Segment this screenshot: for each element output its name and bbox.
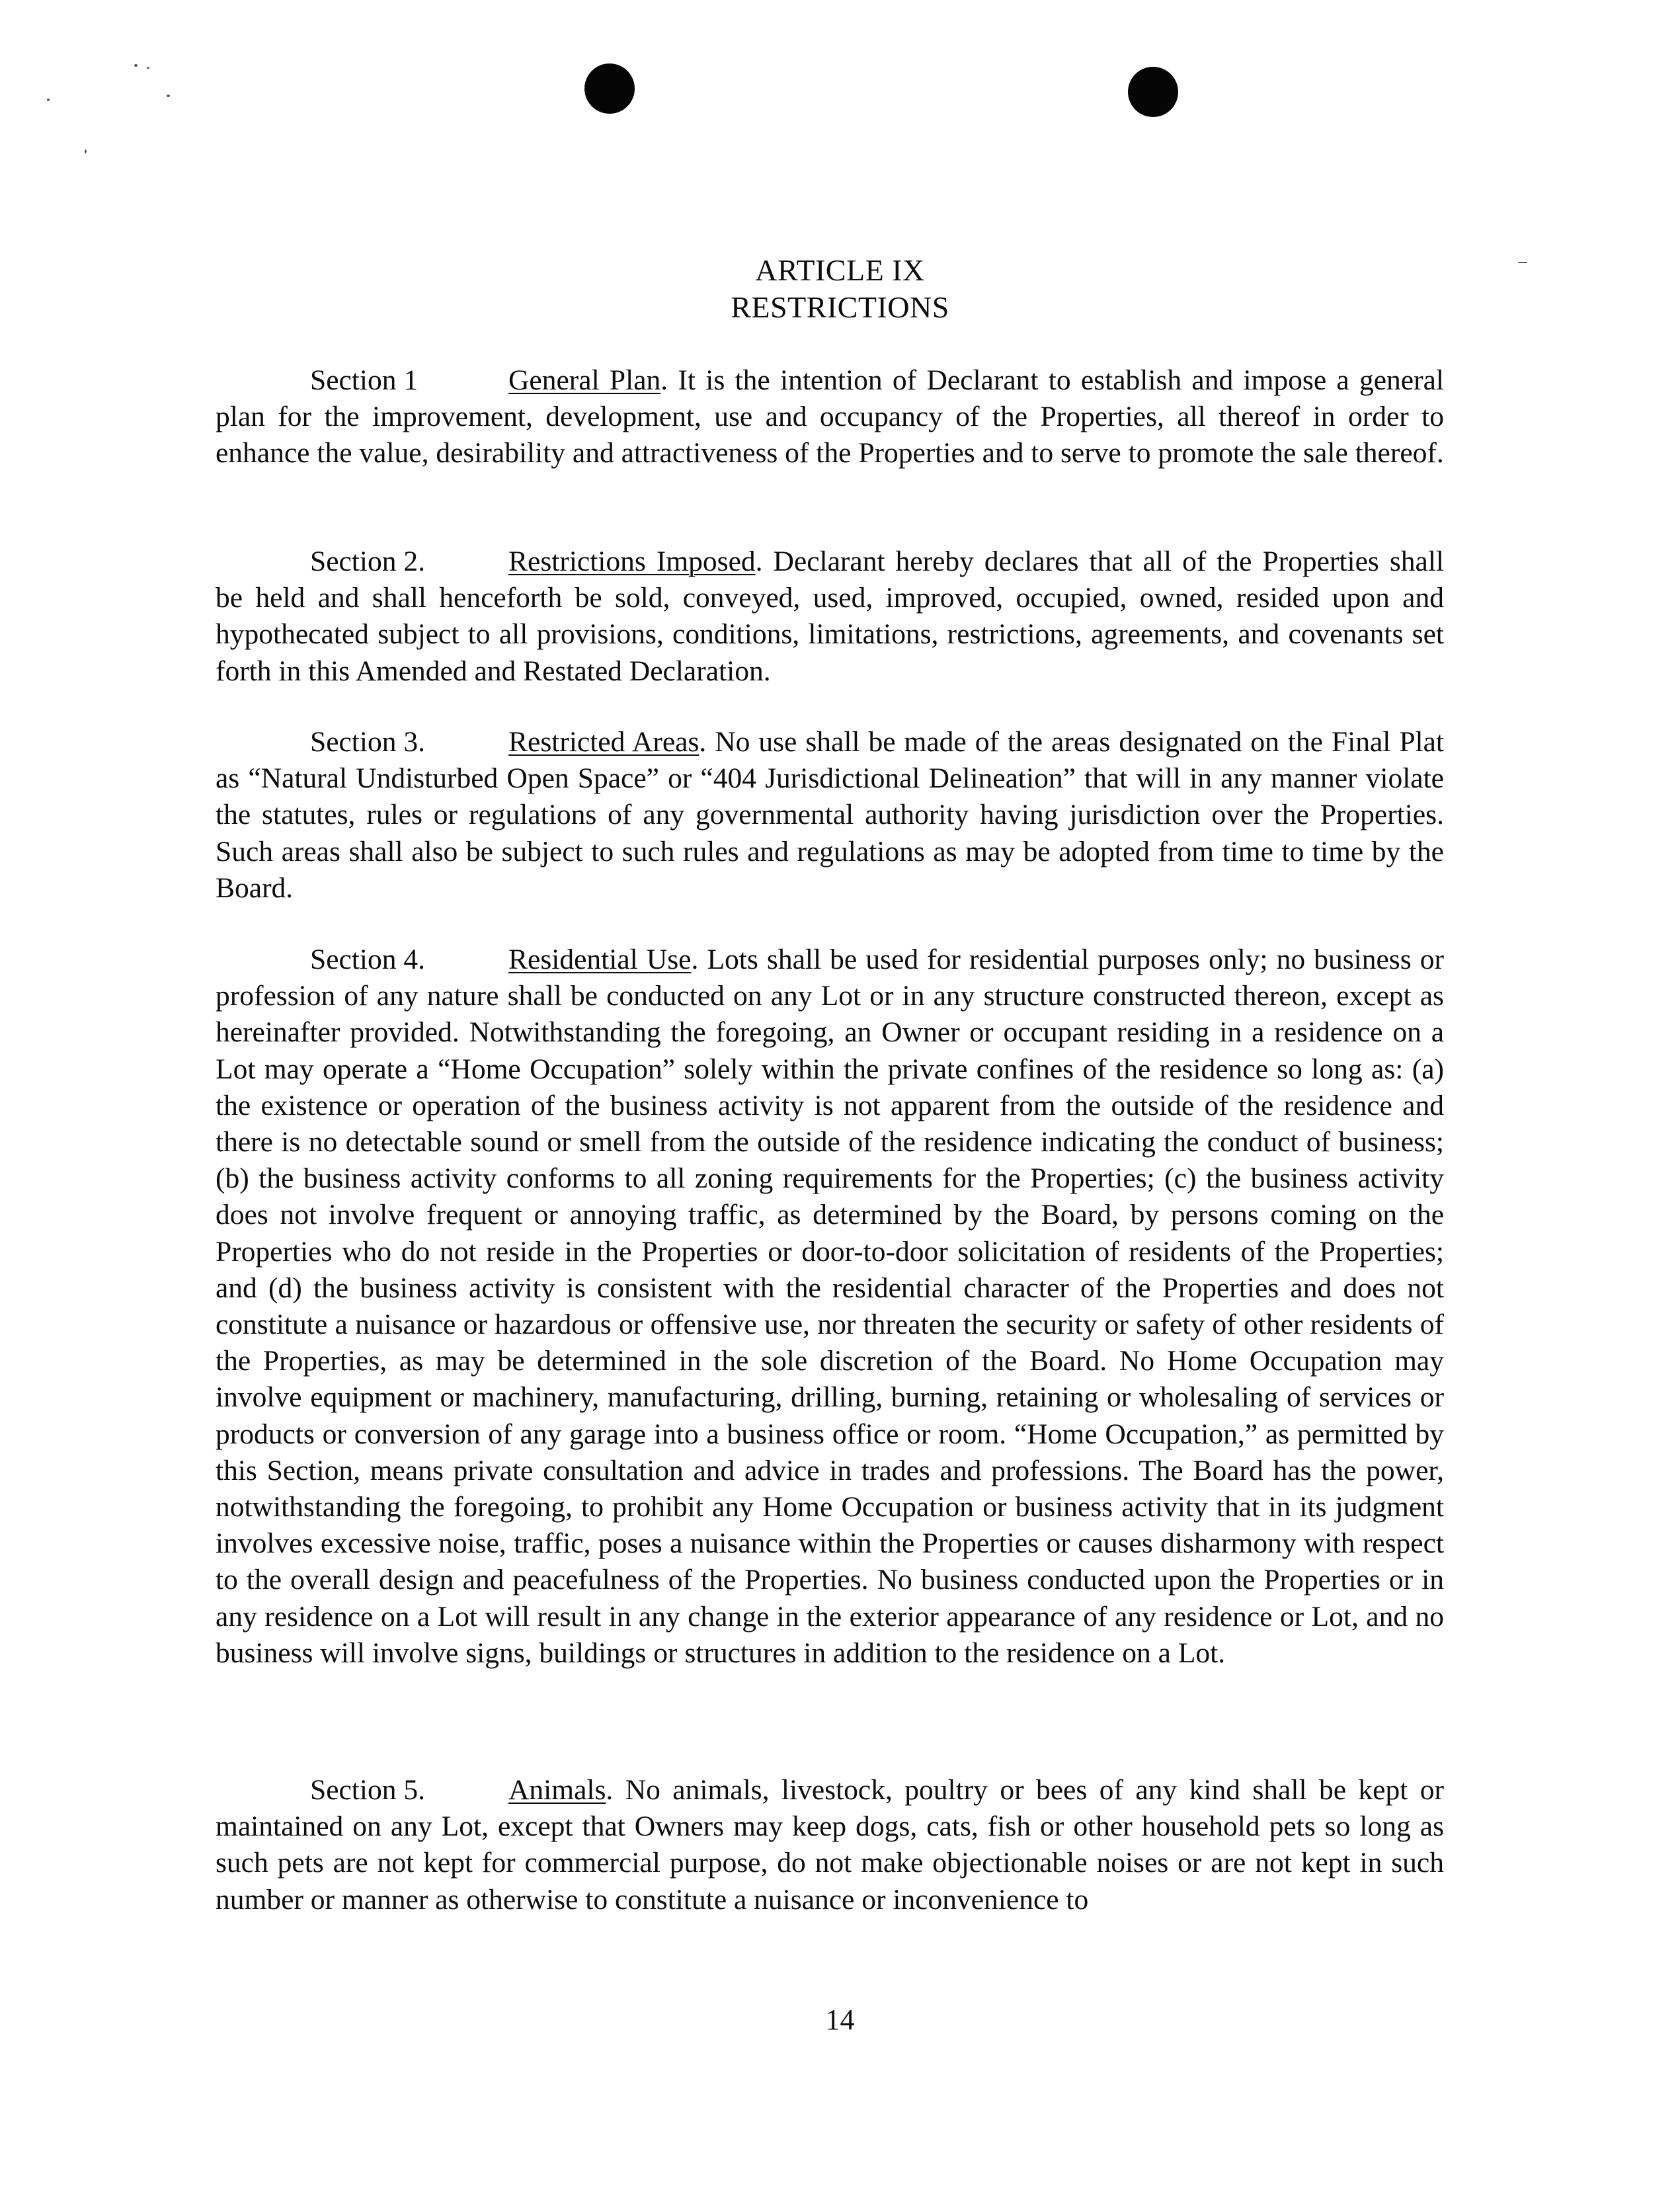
- section-label: Section 1: [310, 364, 419, 396]
- section-2-paragraph: [216, 544, 1444, 690]
- section-4-paragraph: [216, 942, 1444, 1672]
- section-title: Restrictions Imposed: [508, 546, 756, 577]
- article-number: ARTICLE IX: [755, 253, 925, 287]
- section-label: Section 4.: [310, 944, 425, 975]
- section-label: Section 5.: [310, 1774, 425, 1806]
- page-number: 14: [825, 2004, 855, 2036]
- punch-hole-left: [584, 63, 635, 114]
- section-body: . No use shall be made of the areas designated on the Final Plat as “Natural Undisturbed Open Space” or “404 Jurisdictional Delineation” that will in any manner violate the statutes, rules or regulations of any governmental authority having jurisdiction over the Properties. Such areas shall also be subject to such rules and regulations as may be adopted from time to time by the Board.: [216, 726, 1444, 904]
- scan-speck: [167, 95, 170, 97]
- section-5-paragraph: [216, 1772, 1444, 1918]
- article-title: RESTRICTIONS: [731, 290, 949, 324]
- section-3-paragraph: [216, 724, 1444, 907]
- section-label: Section 3.: [310, 726, 425, 758]
- scan-speck: [47, 99, 50, 101]
- section-body: . No animals, livestock, poultry or bees of any kind shall be kept or maintained on any Lot, except that Owners may keep dogs, cats, fish or other household pets so long as such pets are not kept for commercial purpose, do not make objectionable noises or are not kept in such number or manner as otherwise to constitute a nuisance or inconvenience to: [216, 1774, 1444, 1916]
- section-body: . Declarant hereby declares that all of the Properties shall be held and shall henceforth be sold, conveyed, used, improved, occupied, owned, resided upon and hypothecated subject to all provisions, conditions, limitations, restrictions, agreements, and covenants set forth in this Amended and Restated Declaration.: [216, 546, 1444, 687]
- punch-hole-right: [1128, 67, 1178, 117]
- section-1-paragraph: [216, 362, 1444, 472]
- scan-speck: [85, 149, 87, 153]
- section-title: Animals: [508, 1774, 606, 1806]
- section-title: General Plan: [508, 364, 661, 396]
- scan-speck: [147, 67, 149, 69]
- section-body: . Lots shall be used for residential purposes only; no business or profession of any nature shall be conducted on any Lot or in any structure constructed thereon, except as hereinafter provided. Notwithstanding the foregoing, an Owner or occupant residing in a residence on a Lot may operate a “Home Occupation” solely within the private confines of the residence so long as: (a) the existence or operation of the business activity is not apparent from the outside of the residence and there is no detectable sound or smell from the outside of the residence indicating the conduct of business; (b) the business activity conforms to all zoning requirements for the Properties; (c) the business activity does not involve frequent or annoying traffic, as determined by the Board, by persons coming on the Properties who do not reside in the Properties or door-to-door solicitation of residents of the Properties; and (d) the business activity is consistent with the residential character of the Properties and does not constitute a nuisance or hazardous or offensive use, nor threaten the security or safety of other residents of the Properties, as may be determined in the sole discretion of the Board. No Home Occupation may involve equipment or machinery, manufacturing, drilling, burning, retaining or wholesaling of services or products or conversion of any garage into a business office or room. “Home Occupation,” as permitted by this Section, means private consultation and advice in trades and professions. The Board has the power, notwithstanding the foregoing, to prohibit any Home Occupation or business activity that in its judgment involves excessive noise, traffic, poses a nuisance within the Properties or causes disharmony with respect to the overall design and peacefulness of the Properties. No business conducted upon the Properties or in any residence on a Lot will result in any change in the exterior appearance of any residence or Lot, and no business will involve signs, buildings or structures in addition to the residence on a Lot.: [216, 944, 1444, 1669]
- section-label: Section 2.: [310, 546, 425, 577]
- section-body: . It is the intention of Declarant to establish and impose a general plan for the improvement, development, use and occupancy of the Properties, all thereof in order to enhance the value, desirability and attractiveness of the Properties and to serve to promote the sale thereof.: [216, 364, 1444, 469]
- scan-speck: [134, 64, 138, 67]
- section-title: Residential Use: [508, 944, 692, 975]
- section-title: Restricted Areas: [508, 726, 700, 758]
